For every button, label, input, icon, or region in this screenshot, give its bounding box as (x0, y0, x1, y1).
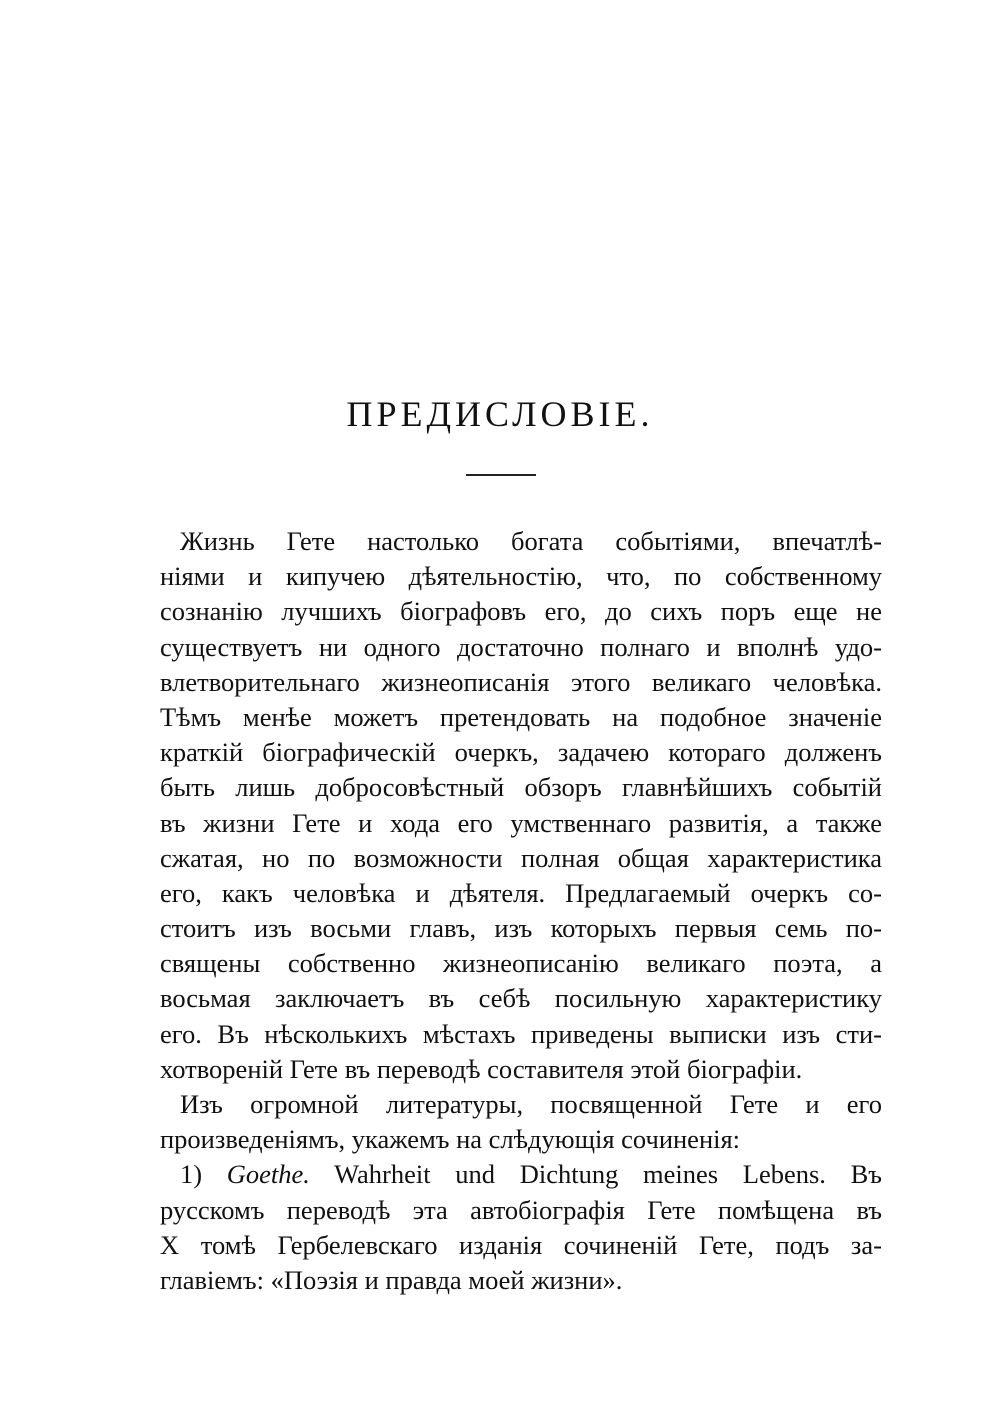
reference-title: Wahrheit und Dichtung meines Lebens. Въ (334, 1159, 882, 1190)
text-line: существуетъ ни одного достаточно полнаго и вполнѣ удо- (160, 631, 882, 662)
text-line: священы собственно жизнеописанію великаго поэта, а (160, 948, 882, 979)
text-line: русскомъ переводѣ эта автобіографія Гете помѣщена въ (160, 1194, 882, 1225)
text-line: ніями и кипучею дѣятельностію, что, по собственному (160, 561, 882, 592)
text-line: его. Въ нѣсколькихъ мѣстахъ приведены выписки изъ сти- (160, 1018, 882, 1049)
text-line: произведеніямъ, укажемъ на слѣдующія сочиненія: (160, 1124, 741, 1155)
text-line: сознанію лучшихъ біографовъ его, до сихъ поръ еще не (160, 596, 882, 627)
text-line: главіемъ: «Поэзія и правда моей жизни». (160, 1264, 623, 1295)
preface-text (160, 524, 882, 1298)
text-line: краткій біографическій очеркъ, задачею котораго долженъ (160, 737, 882, 768)
reference-author: Goethe. (226, 1159, 310, 1190)
reference-number: 1) (180, 1159, 203, 1190)
text-line: Жизнь Гете настолько богата событіями, впечатлѣ- (180, 526, 882, 556)
text-line: X томѣ Гербелевскаго изданія сочиненій Гете, подъ за- (160, 1229, 882, 1260)
text-line: Изъ огромной литературы, посвященной Гете и его (180, 1089, 882, 1119)
text-line: хотвореній Гете въ переводѣ составителя этой біографіи. (160, 1053, 803, 1084)
paragraph-2 (160, 1087, 882, 1157)
text-line: восьмая заключаетъ въ себѣ посильную характеристику (160, 983, 882, 1014)
text-line: быть лишь добросовѣстный обзоръ главнѣйшихъ событій (160, 772, 882, 803)
paragraph-1 (160, 524, 882, 1087)
text-line: влетворительнаго жизнеописанія этого великаго человѣка. (160, 666, 882, 697)
text-line: его, какъ человѣка и дѣятеля. Предлагаемый очеркъ со- (160, 877, 882, 908)
paragraph-3 (160, 1157, 882, 1298)
title-divider (466, 474, 536, 476)
text-line: сжатая, но по возможности полная общая характеристика (160, 842, 882, 873)
text-line: Тѣмъ менѣе можетъ претендовать на подобное значеніе (160, 701, 882, 732)
page-title: ПРЕДИСЛОВІЕ. (346, 394, 654, 434)
text-line: стоитъ изъ восьми главъ, изъ которыхъ первыя семь по- (160, 913, 882, 944)
reference-line (160, 1157, 882, 1192)
text-line: въ жизни Гете и хода его умственнаго развитія, а также (160, 807, 882, 838)
